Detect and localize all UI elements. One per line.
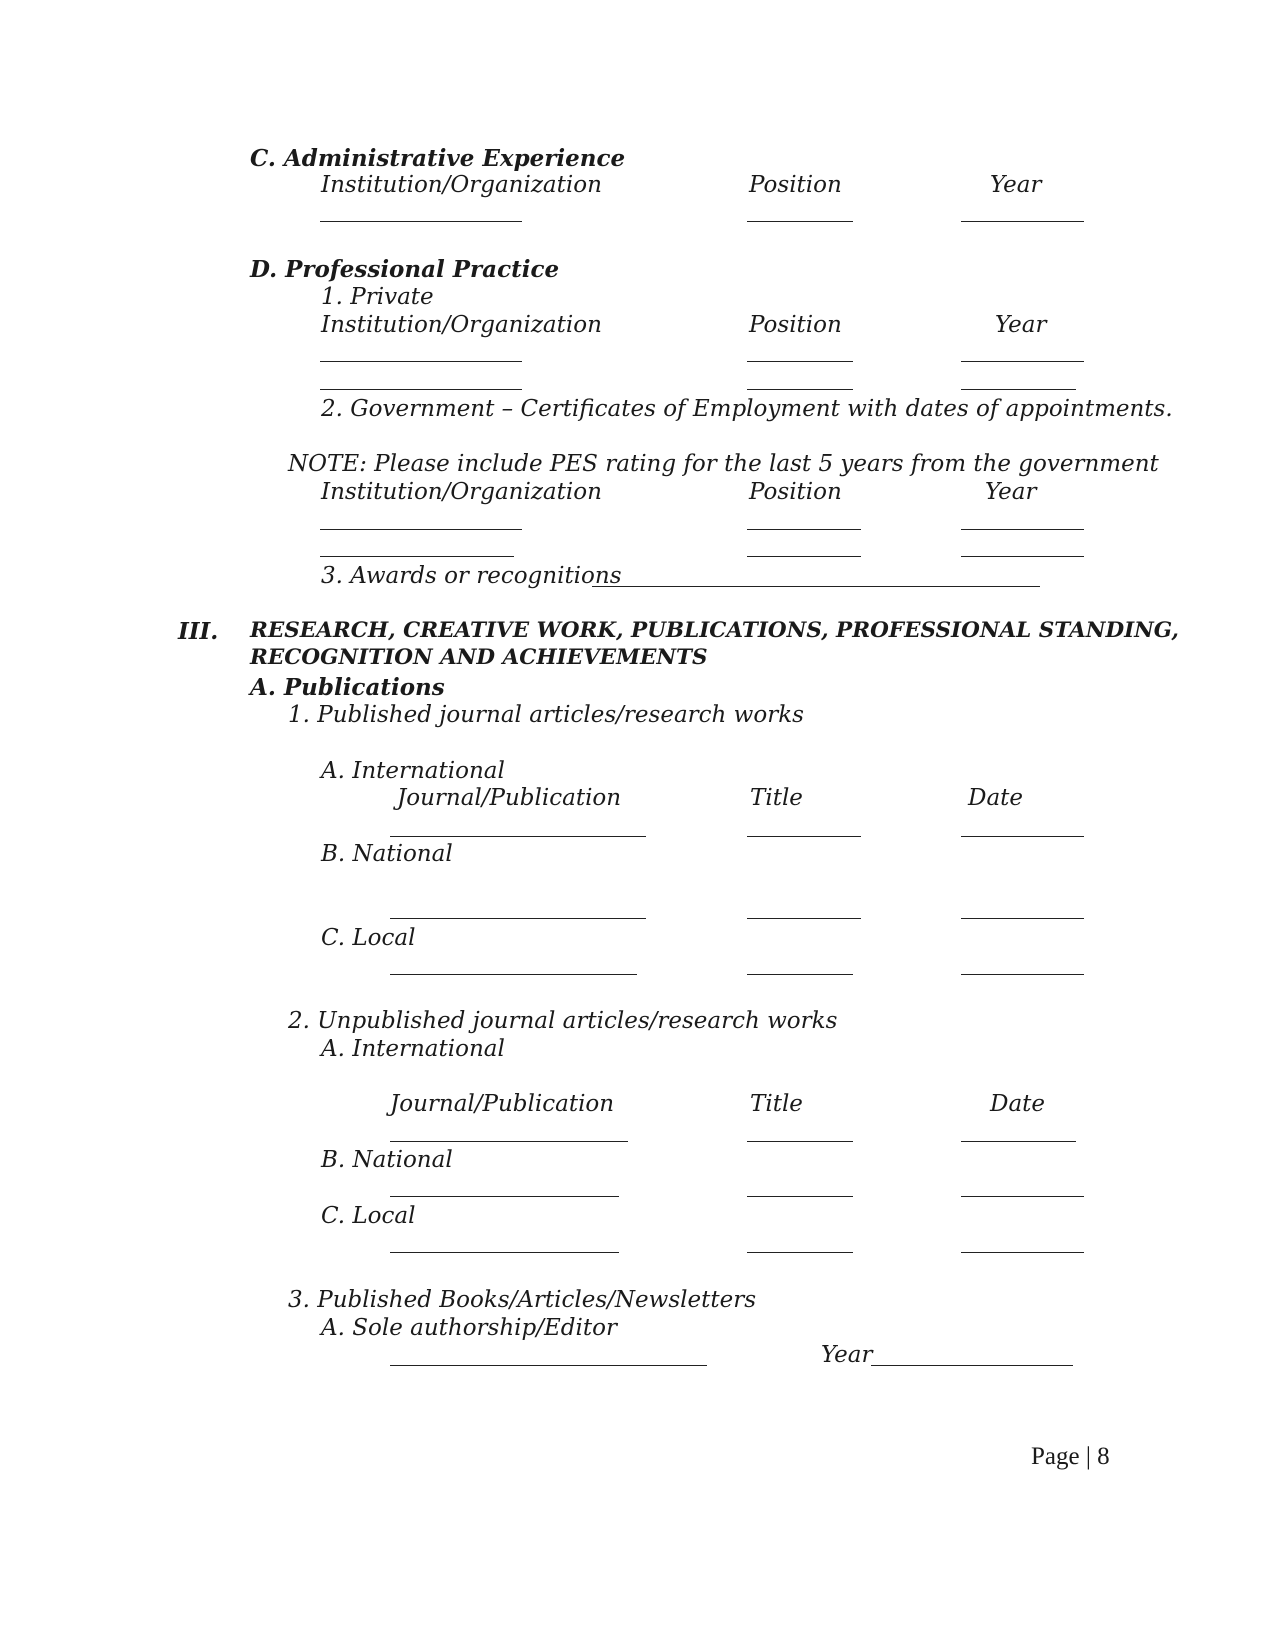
blank-line[interactable] (320, 389, 522, 390)
published-label: 1. Published journal articles/research works (288, 702, 804, 728)
blank-line[interactable] (747, 1141, 853, 1142)
column-header-journal: Journal/Publication (390, 1091, 615, 1117)
awards-blank-line[interactable] (592, 586, 1040, 587)
blank-line[interactable] (747, 1196, 853, 1197)
blank-line[interactable] (390, 1252, 619, 1253)
column-header-position: Position (749, 312, 842, 338)
column-header-date: Date (990, 1091, 1046, 1117)
blank-line[interactable] (961, 556, 1084, 557)
sole-author-label: A. Sole authorship/Editor (321, 1315, 617, 1341)
column-header-institution: Institution/Organization (321, 312, 602, 338)
unpublished-label: 2. Unpublished journal articles/research works (288, 1008, 838, 1034)
blank-line[interactable] (390, 836, 646, 837)
blank-line[interactable] (747, 974, 853, 975)
blank-line[interactable] (961, 1141, 1076, 1142)
blank-line[interactable] (961, 221, 1084, 222)
blank-line[interactable] (747, 389, 853, 390)
section-iii-heading: RESEARCH, CREATIVE WORK, PUBLICATIONS, PROFESSIONAL STANDING, (250, 618, 1179, 643)
column-header-position: Position (749, 479, 842, 505)
unpub-national-label: B. National (321, 1147, 453, 1173)
blank-line[interactable] (320, 361, 522, 362)
blank-line[interactable] (320, 529, 522, 530)
column-header-journal: Journal/Publication (397, 785, 622, 811)
section-c-heading: C. Administrative Experience (250, 145, 626, 172)
column-header-title: Title (750, 785, 803, 811)
awards-label: 3. Awards or recognitions (321, 563, 622, 589)
publications-heading: A. Publications (250, 674, 445, 701)
column-header-date: Date (968, 785, 1024, 811)
blank-line[interactable] (320, 556, 514, 557)
blank-line[interactable] (961, 529, 1084, 530)
books-label: 3. Published Books/Articles/Newsletters (288, 1287, 757, 1313)
unpub-local-label: C. Local (321, 1203, 416, 1229)
blank-line[interactable] (390, 1141, 628, 1142)
blank-line[interactable] (390, 1196, 619, 1197)
blank-line[interactable] (961, 836, 1084, 837)
column-header-institution: Institution/Organization (321, 172, 602, 198)
pub-national-label: B. National (321, 841, 453, 867)
blank-line[interactable] (747, 836, 861, 837)
year-label: Year (821, 1342, 873, 1368)
blank-line[interactable] (961, 974, 1084, 975)
column-header-institution: Institution/Organization (321, 479, 602, 505)
pub-local-label: C. Local (321, 925, 416, 951)
column-header-title: Title (750, 1091, 803, 1117)
column-header-year: Year (985, 479, 1037, 505)
page-number: Page | 8 (1031, 1443, 1110, 1470)
blank-line[interactable] (390, 974, 637, 975)
pes-note: NOTE: Please include PES rating for the last 5 years from the government (288, 451, 1159, 477)
blank-line[interactable] (390, 1365, 707, 1366)
blank-line[interactable] (961, 918, 1084, 919)
government-label: 2. Government – Certificates of Employment with dates of appointments. (321, 396, 1173, 422)
blank-line[interactable] (747, 529, 861, 530)
blank-line[interactable] (961, 1196, 1084, 1197)
column-header-year: Year (995, 312, 1047, 338)
section-d-heading: D. Professional Practice (250, 256, 560, 283)
blank-line[interactable] (961, 1252, 1084, 1253)
blank-line[interactable] (961, 389, 1076, 390)
private-label: 1. Private (321, 284, 434, 310)
pub-international-label: A. International (321, 758, 505, 784)
blank-line[interactable] (390, 918, 646, 919)
section-iii-heading-line2: RECOGNITION AND ACHIEVEMENTS (250, 645, 708, 670)
year-blank-line[interactable] (871, 1365, 1073, 1366)
blank-line[interactable] (747, 361, 853, 362)
unpub-international-label: A. International (321, 1036, 505, 1062)
blank-line[interactable] (747, 918, 861, 919)
column-header-position: Position (749, 172, 842, 198)
blank-line[interactable] (747, 1252, 853, 1253)
blank-line[interactable] (961, 361, 1084, 362)
section-iii-numeral: III. (178, 618, 219, 645)
blank-line[interactable] (747, 556, 861, 557)
blank-line[interactable] (320, 221, 522, 222)
column-header-year: Year (990, 172, 1042, 198)
blank-line[interactable] (747, 221, 853, 222)
